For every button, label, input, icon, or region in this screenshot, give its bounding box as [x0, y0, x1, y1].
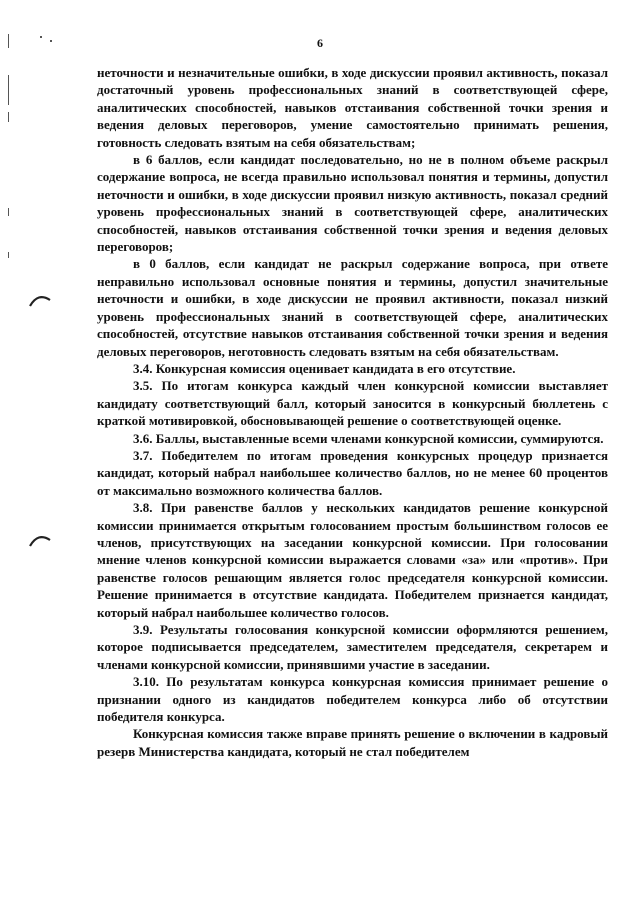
page-number: 6	[317, 36, 323, 50]
scan-mark	[8, 252, 9, 258]
paragraph: 3.9. Результаты голосования конкурсной комиссии оформляются решением, которое подписывается председателем, заместителем председателя, секретарем и членами конкурсной комиссии, принявшими участие в заседании.	[97, 622, 608, 672]
paragraph: 3.8. При равенстве баллов у нескольких кандидатов решение конкурсной комиссии принимается открытым голосованием простым большинством голосов ее членов, присутствующих на заседании конкурсной комиссии. При голосовании мнение членов конкурсной комиссии выражается словами «за» или «против». При равенстве голосов решающим является голос председателя конкурсной комиссии. Решение принимается в отсутствие кандидата. Победителем признается кандидат, который набрал наибольшее количество голосов.	[97, 500, 608, 620]
scan-mark	[8, 75, 9, 105]
paragraph: неточности и незначительные ошибки, в ходе дискуссии проявил активность, показал достаточный уровень профессиональных знаний в соответствующей сфере, аналитических способностей, навыков отстаивания собственной точки зрения и ведения деловых переговоров, умение самостоятельно принимать решения, готовность следовать взятым на себя обязательствам;	[97, 65, 608, 150]
paragraph: 3.5. По итогам конкурса каждый член конкурсной комиссии выставляет кандидату соответствующий балл, который заносится в конкурсный бюллетень с краткой мотивировкой, обосновывающей решение о соответствующей оценке.	[97, 378, 608, 429]
binding-hole-mark	[28, 530, 52, 550]
binding-hole-mark	[28, 290, 52, 310]
paragraph: 3.10. По результатам конкурса конкурсная комиссия принимает решение о признании одного из кандидатов победителем конкурса либо об отсутствии победителя конкурса.	[97, 674, 608, 725]
paragraph: в 0 баллов, если кандидат не раскрыл содержание вопроса, при ответе неправильно использовал основные понятия и термины, допустил значительные неточности и ошибки, в ходе дискуссии не проявил активности, показал низкий уровень профессиональных знаний в соответствующей сфере, аналитических способностей, отсутствие навыков отстаивания собственной точки зрения и ведения деловых переговоров, неготовность следовать взятым на себя обязательствам.	[97, 256, 608, 359]
scan-mark	[8, 112, 9, 122]
paragraph: 3.7. Победителем по итогам проведения конкурсных процедур признается кандидат, который набрал наибольшее количество баллов, но не менее 60 процентов от максимально возможного количества баллов.	[97, 447, 608, 498]
paragraph: в 6 баллов, если кандидат последовательно, но не в полном объеме раскрыл содержание вопроса, не всегда правильно использовал понятия и термины, допустил неточности и ошибки, в ходе дискуссии проявил низкую активность, показал средний уровень профессиональных знаний в соответствующей сфере, аналитических способностей, навыков отстаивания собственной точки зрения и ведения деловых переговоров;	[97, 152, 608, 255]
paragraph: 3.6. Баллы, выставленные всеми членами конкурсной комиссии, суммируются.	[133, 430, 604, 446]
paragraph: 3.4. Конкурсная комиссия оценивает кандидата в его отсутствие.	[133, 360, 516, 376]
document-body	[97, 64, 608, 760]
scan-mark	[8, 208, 9, 216]
paragraph: Конкурсная комиссия также вправе принять решение о включении в кадровый резерв Министерства кандидата, который не стал победителем	[97, 726, 608, 759]
